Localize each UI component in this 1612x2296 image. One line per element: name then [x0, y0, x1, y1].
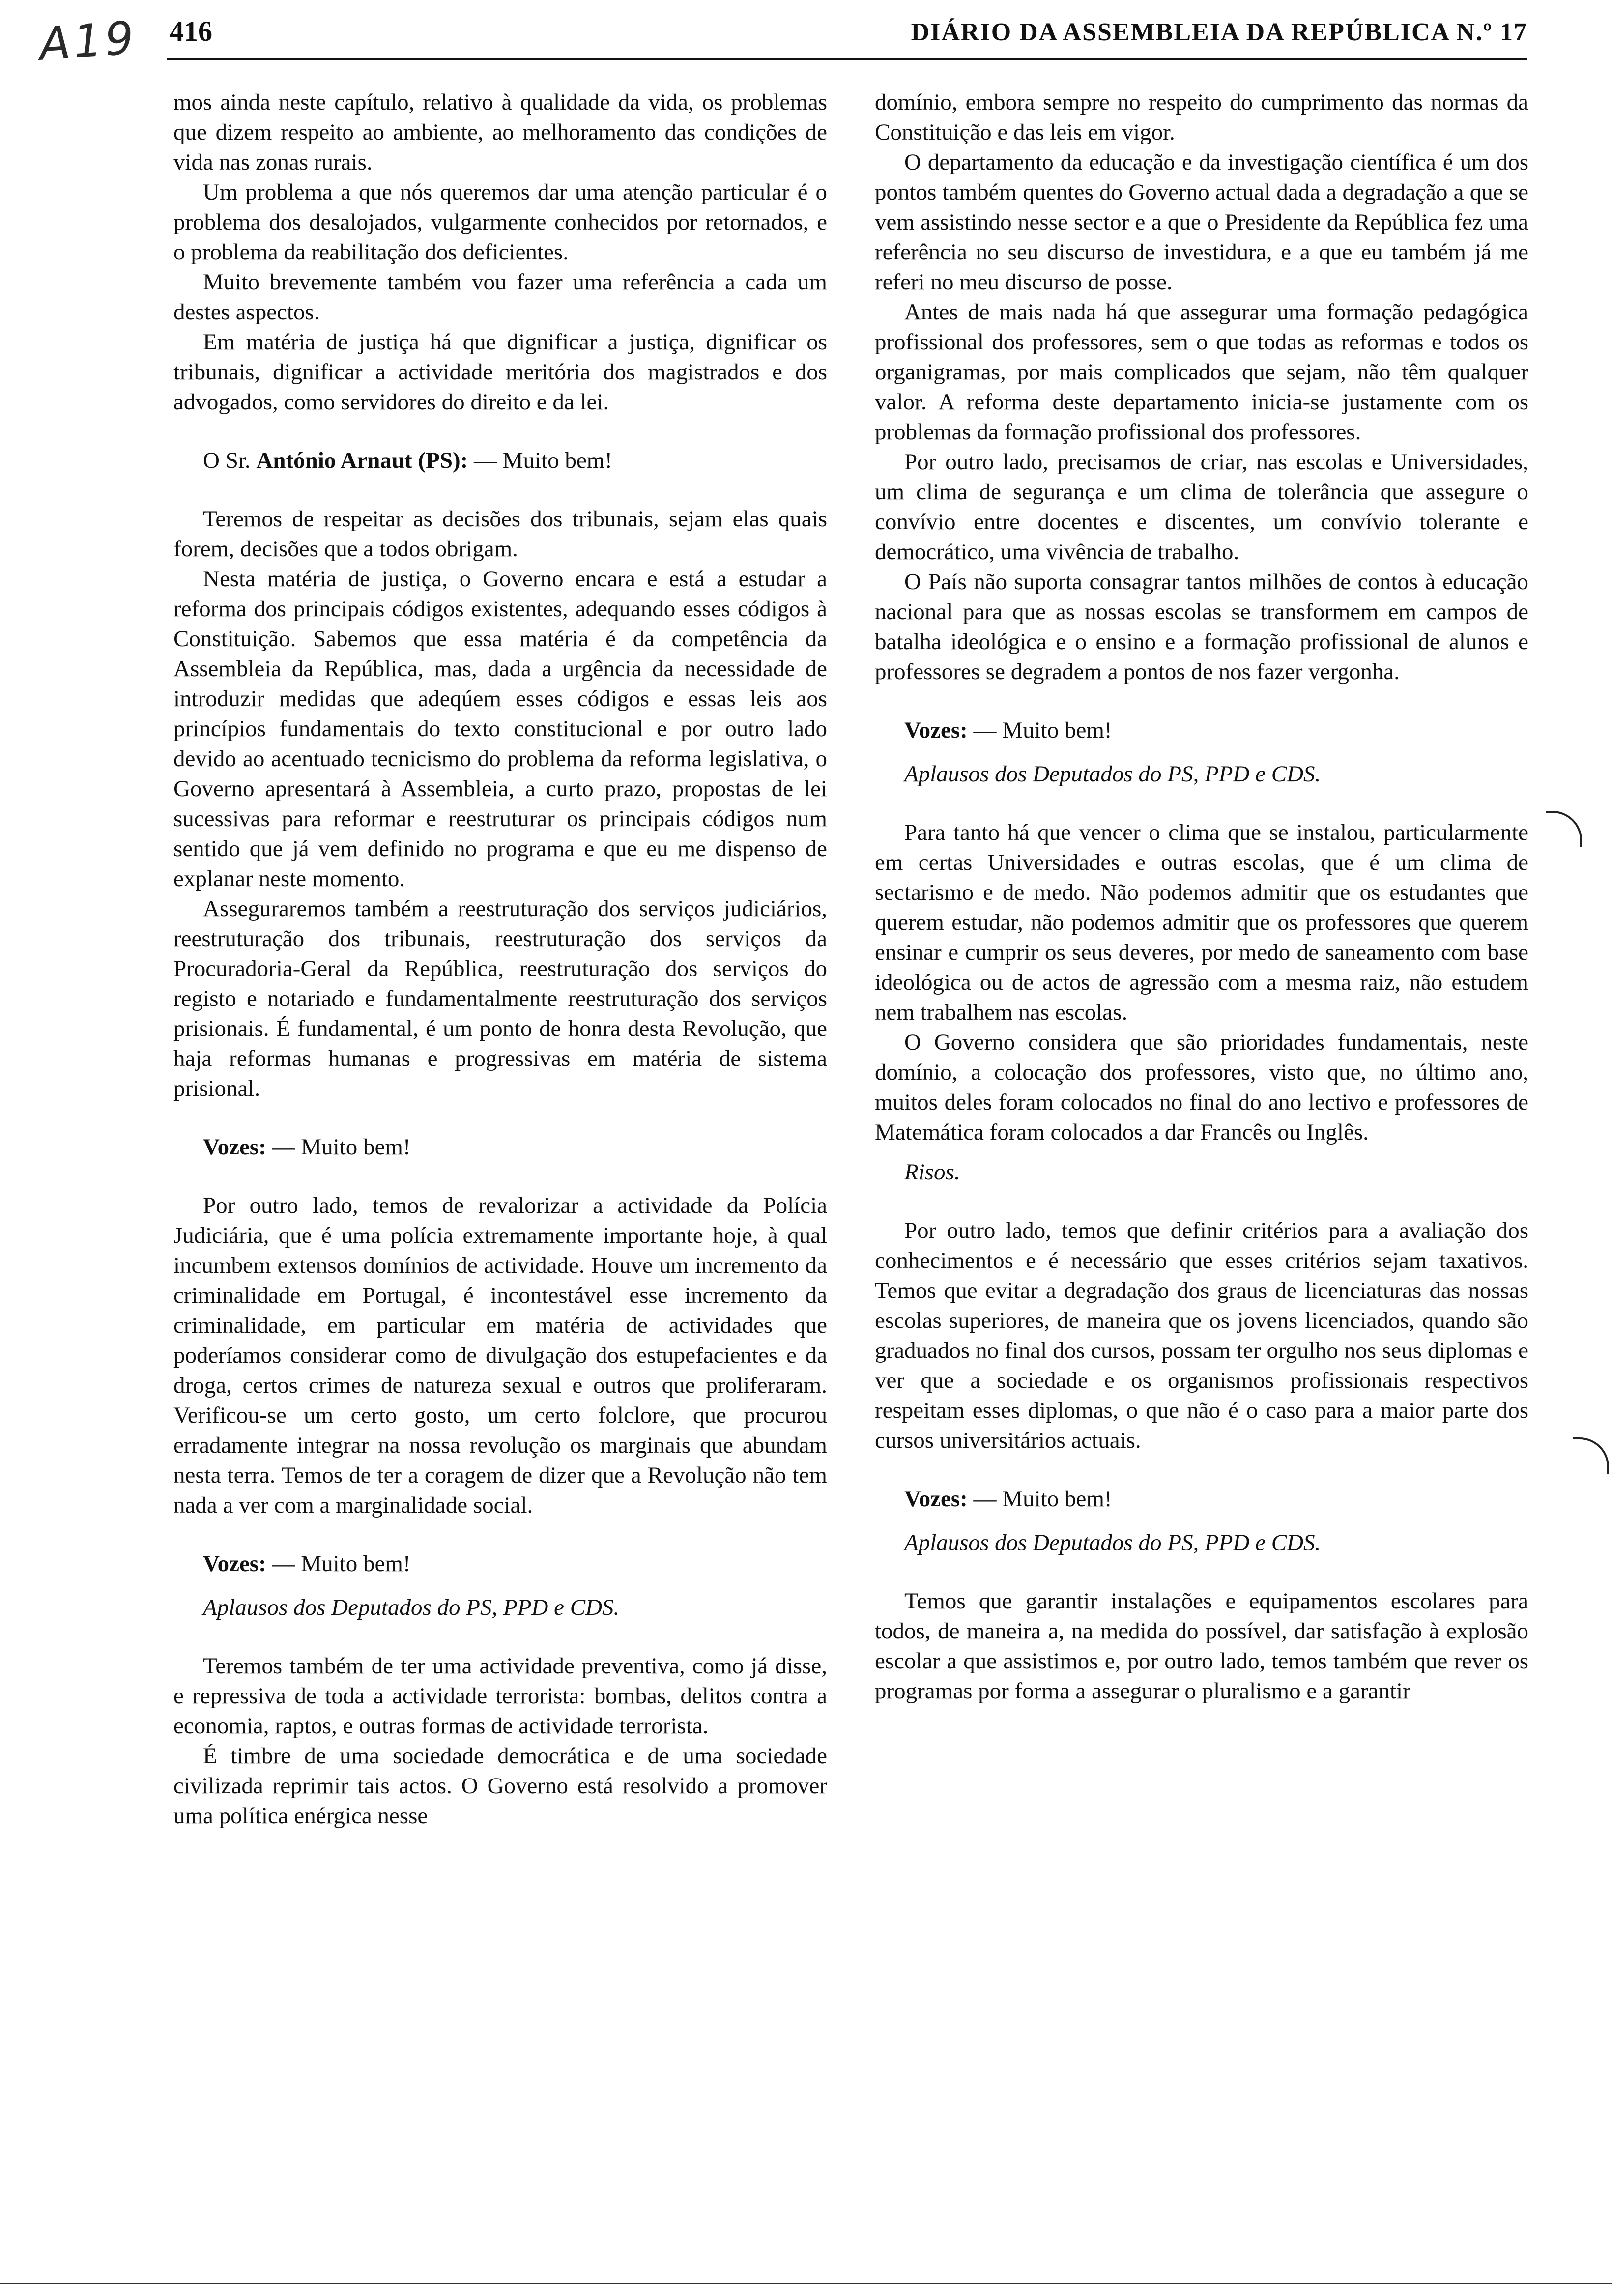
stage-direction: Aplausos dos Deputados do PS, PPD e CDS. [904, 1530, 1321, 1555]
left-column [173, 87, 827, 1831]
paragraph: O País não suporta consagrar tantos milhões de contos à educação nacional para que as nossas escolas se transformem em campos de batalha ideológica e o ensino e a formação profissional de alunos e professores se degradem a pontos de nos fazer vergonha. [875, 569, 1528, 685]
speaker-name: António Arnaut (PS): [256, 448, 468, 473]
intervention [173, 1549, 827, 1579]
intervention [173, 446, 827, 476]
paragraph: O Governo considera que são prioridades fundamentais, neste domínio, a colocação dos professores, visto que, no último ano, muitos deles foram colocados no final do ano lectivo e professores de Matemática foram colocados a dar Francês ou Inglês. [875, 1030, 1528, 1145]
handwritten-margin-note: A19 [37, 11, 139, 71]
paragraph: Antes de mais nada há que assegurar uma formação pedagógica profissional dos professores, sem o que todas as reformas e todos os organigramas, por mais complicados que sejam, não têm qualquer valor. A reforma deste departamento inicia-se justamente com os problemas da formação profissional dos professores. [875, 299, 1528, 445]
paragraph: Teremos também de ter uma actividade preventiva, como já disse, e repressiva de toda a actividade terrorista: bombas, delitos contra a economia, raptos, e outras formas de actividade terrorista. [173, 1653, 827, 1739]
paragraph: Muito brevemente também vou fazer uma referência a cada um destes aspectos. [173, 269, 827, 325]
header-rule [167, 58, 1527, 60]
stage-direction: Aplausos dos Deputados do PS, PPD e CDS. [904, 761, 1321, 787]
paragraph: Nesta matéria de justiça, o Governo encara e está a estudar a reforma dos principais códigos existentes, adequando esses códigos à Constituição. Sabemos que essa matéria é da competência da Assembleia da República, mas, dada a urgência da necessidade de introduzir medidas que adeqúem esses códigos e essas leis aos princípios fundamentais do texto constitucional e por outro lado devido ao acentuado tecnicismo do problema da reforma legislativa, o Governo apresentará à Assembleia, a curto prazo, propostas de lei sucessivas para reformar e reestruturar os principais códigos num sentido que já vem definido no programa e que eu me dispenso de explanar neste momento. [173, 566, 827, 891]
stage-direction: Aplausos dos Deputados do PS, PPD e CDS. [203, 1595, 620, 1620]
stage-direction: Risos. [904, 1159, 960, 1185]
page-number: 416 [170, 15, 212, 47]
intervention [875, 716, 1528, 746]
speaker-name: Vozes: [904, 718, 968, 743]
paragraph: Um problema a que nós queremos dar uma atenção particular é o problema dos desalojados, vulgarmente conhecidos por retornados, e o problema da reabilitação dos deficientes. [173, 179, 827, 265]
intervention-text: — Muito bem! [973, 1486, 1112, 1512]
speaker-name: Vozes: [203, 1551, 266, 1577]
footer-rule [0, 2283, 1612, 2284]
intervention-text: — Muito bem! [272, 1134, 411, 1160]
paragraph: Por outro lado, precisamos de criar, nas escolas e Universidades, um clima de segurança e um clima de tolerância que assegure o convívio entre docentes e discentes, um convívio tolerante e democrático, uma vivência de trabalho. [875, 449, 1528, 565]
paragraph: Por outro lado, temos de revalorizar a actividade da Polícia Judiciária, que é uma polícia extremamente importante hoje, à qual incumbem extensos domínios de actividade. Houve um incremento da criminalidade em Portugal, é incontestável esse incremento da criminalidade, em particular em matéria de actividades que poderíamos considerar como de divulgação dos estupefacientes e da droga, certos crimes de natureza sexual e outros que proliferaram. Verificou-se um certo gosto, um certo folclore, que procurou erradamente integrar na nossa revolução os marginais que abundam nesta terra. Temos de ter a coragem de dizer que a Revolução não tem nada a ver com a marginalidade social. [173, 1193, 827, 1518]
margin-bracket-mark [1573, 1437, 1609, 1474]
paragraph: Asseguraremos também a reestruturação dos serviços judiciários, reestruturação dos tribunais, reestruturação dos serviços da Procuradoria-Geral da República, reestruturação dos serviços do registo e notariado e fundamentalmente reestruturação dos serviços prisionais. É fundamental, é um ponto de honra desta Revolução, que haja reformas humanas e progressivas em matéria de sistema prisional. [173, 896, 827, 1101]
intervention [875, 1484, 1528, 1514]
paragraph: Para tanto há que vencer o clima que se instalou, particularmente em certas Universidades e outras escolas, que é um clima de sectarismo e de medo. Não podemos admitir que os estudantes que querem estudar, não podemos admitir que os professores que querem ensinar e cumprir os seus deveres, por medo de saneamento com base ideológica ou de actos de agressão com a mesma raiz, não estudem nem trabalhem nas escolas. [875, 820, 1528, 1025]
paragraph: domínio, embora sempre no respeito do cumprimento das normas da Constituição e das leis em vigor. [875, 89, 1528, 145]
paragraph: Teremos de respeitar as decisões dos tribunais, sejam elas quais forem, decisões que a todos obrigam. [173, 506, 827, 562]
speaker-prefix: O Sr. [203, 448, 251, 473]
speaker-name: Vozes: [203, 1134, 266, 1160]
intervention [173, 1132, 827, 1162]
margin-bracket-mark [1546, 811, 1582, 847]
paragraph: Temos que garantir instalações e equipamentos escolares para todos, de maneira a, na medida do possível, dar satisfação à explosão escolar a que assistimos e, por outro lado, temos também que rever os programas por forma a assegurar o pluralismo e a garantir [875, 1588, 1528, 1704]
paragraph: O departamento da educação e da investigação científica é um dos pontos também quentes do Governo actual dada a degradação a que se vem assistindo nesse sector e a que o Presidente da República fez uma referência no seu discurso de investidura, e a que eu também já me referi no meu discurso de posse. [875, 149, 1528, 295]
intervention-text: — Muito bem! [272, 1551, 411, 1577]
intervention-text: — Muito bem! [973, 718, 1112, 743]
paragraph: É timbre de uma sociedade democrática e de uma sociedade civilizada reprimir tais actos. O Governo está resolvido a promover uma política enérgica nesse [173, 1743, 827, 1829]
paragraph: mos ainda neste capítulo, relativo à qualidade da vida, os problemas que dizem respeito ao ambiente, ao melhoramento das condições de vida nas zonas rurais. [173, 89, 827, 175]
speaker-name: Vozes: [904, 1486, 968, 1512]
running-title: DIÁRIO DA ASSEMBLEIA DA REPÚBLICA N.º 17 [911, 18, 1527, 46]
right-column [875, 87, 1528, 1706]
intervention-text: — Muito bem! [474, 448, 612, 473]
paragraph: Em matéria de justiça há que dignificar a justiça, dignificar os tribunais, dignificar a actividade meritória dos magistrados e dos advogados, como servidores do direito e da lei. [173, 329, 827, 415]
paragraph: Por outro lado, temos que definir critérios para a avaliação dos conhecimentos e é necessário que esses critérios sejam taxativos. Temos que evitar a degradação dos graus de licenciaturas das nossas escolas superiores, de maneira que os jovens licenciados, quando são graduados no final dos cursos, possam ter orgulho nos seus diplomas e ver que a sociedade e os organismos profissionais respectivos respeitam esses diplomas, o que não é o caso para a maior parte dos cursos universitários actuais. [875, 1218, 1528, 1453]
